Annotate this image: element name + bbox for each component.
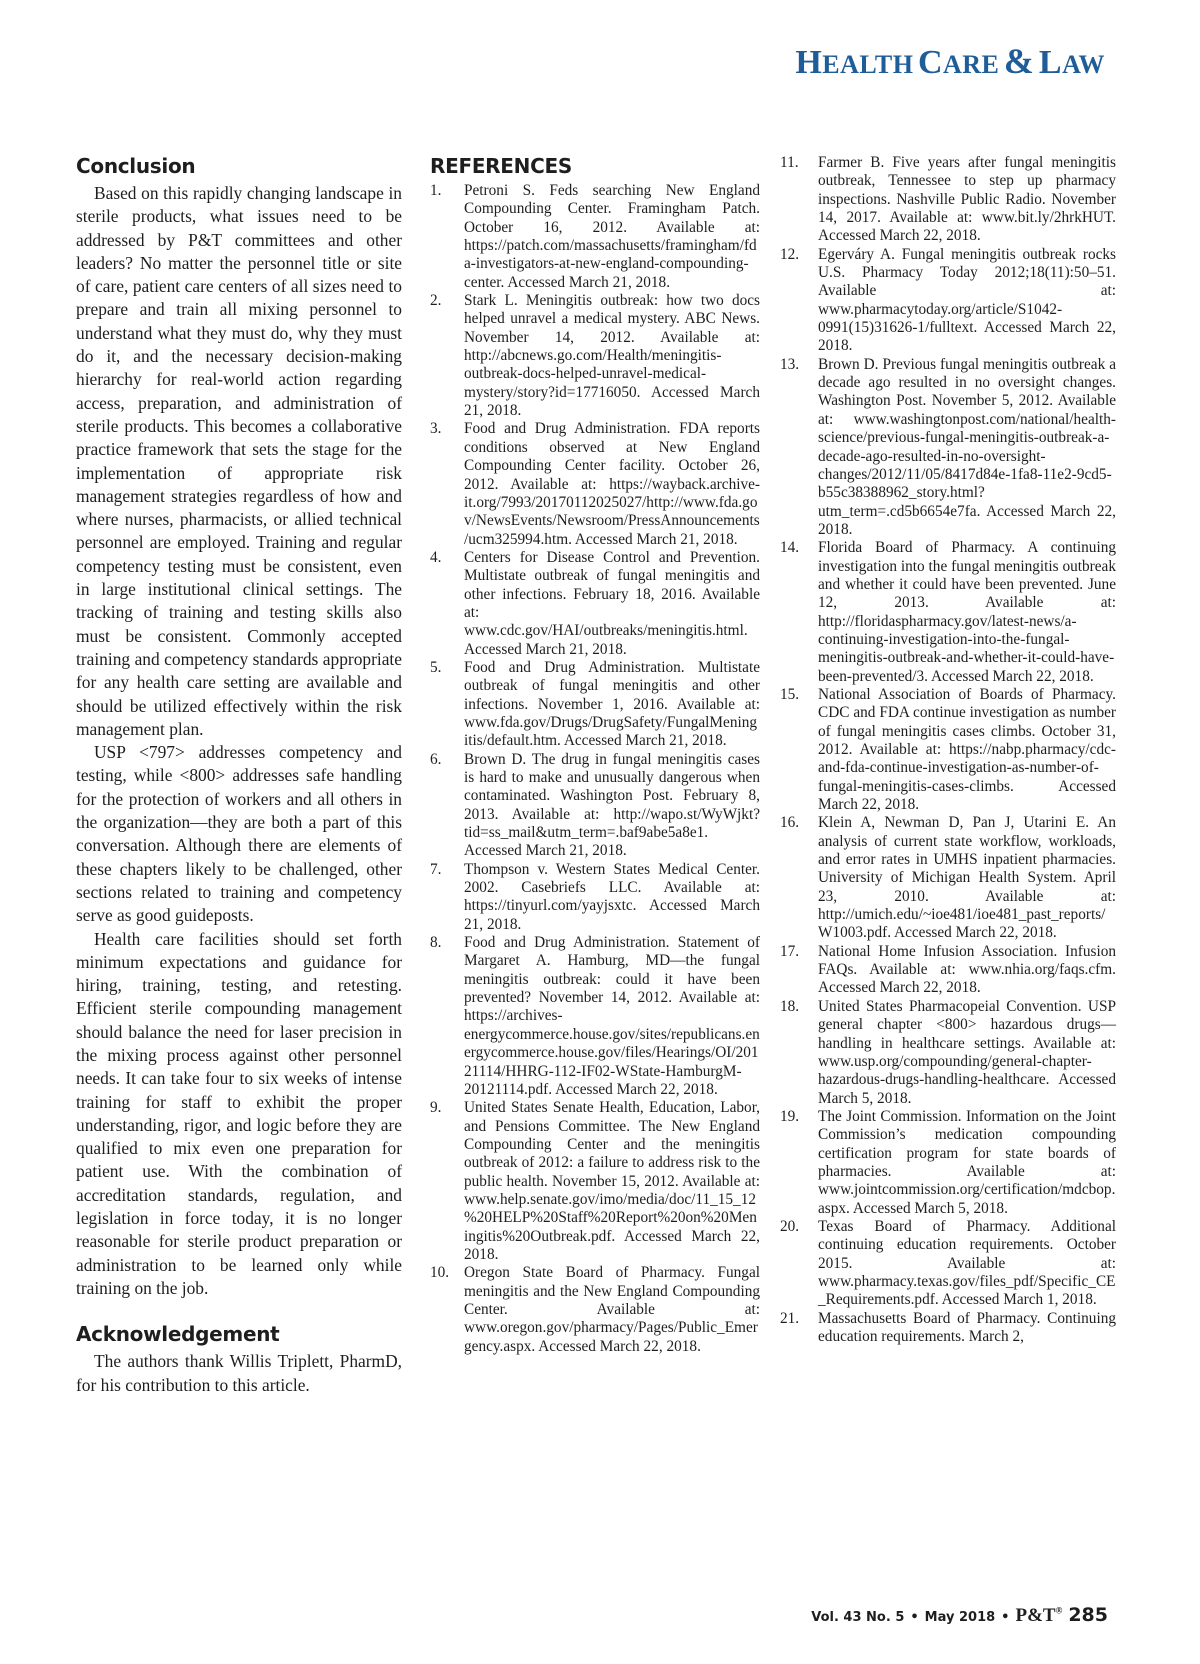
reference-item: 2. Stark L. Meningitis outbreak: how two docs helped unravel a medical mystery. ABC News. November 14, 2012. Available at: http://abcnews.go.com/Health/meningitis-outbreak-docs-helped-unravel-medical-mystery/story?id=17716050. Accessed March 21, 2018. (430, 292, 760, 420)
journal-brand: P&T® (1015, 1605, 1063, 1626)
reference-text: Oregon State Board of Pharmacy. Fungal meningitis and the New England Compounding Center. Available at: www.oregon.gov/pharmacy/Pages/Public_Emergency.aspx. Accessed March 22, 2018. (464, 1264, 760, 1355)
reference-text: Egerváry A. Fungal meningitis outbreak rocks U.S. Pharmacy Today 2012;18(11):50–51. Available at: www.pharmacytoday.org/article/S1042-0991(15)31626-1/fulltext. Accessed March 22, 2018. (818, 245, 1116, 355)
section-label-part: ARE (943, 50, 1000, 79)
page-number: 285 (1068, 1604, 1108, 1626)
issue-info: Vol. 43 No. 5 (811, 1610, 905, 1625)
reference-text: Farmer B. Five years after fungal meningitis outbreak, Tennessee to step up pharmacy inspections. Nashville Public Radio. November 14, 2017. Available at: www.bit.ly/2hrkHUT. Accessed March 22, 2018. (818, 154, 1116, 245)
reference-item: 21. Massachusetts Board of Pharmacy. Continuing education requirements. March 2, (780, 1309, 1116, 1345)
reference-item: 1. Petroni S. Feds searching New England Compounding Center. Framingham Patch. October 16, 2012. Available at: https://patch.com/massachusetts/framingham/fda-investigators-at-new-england-compounding-center. Accessed March 21, 2018. (430, 182, 760, 291)
reference-text: Florida Board of Pharmacy. A continuing investigation into the fungal meningitis outbreak and whether it could have been prevented. June 12, 2013. Available at: http://floridaspharmacy.gov/latest-news/a-continuing-investigation-into-the-fungal-meningitis-outbreak-and-whether-it-could-have-been-prevented/3. Accessed March 22, 2018. (818, 539, 1116, 685)
reference-item: 5. Food and Drug Administration. Multistate outbreak of fungal meningitis and other infections. November 1, 2016. Available at: www.fda.gov/Drugs/DrugSafety/FungalMeningitis/default.htm. Accessed March 21, 2018. (430, 658, 760, 750)
reference-item: 8. Food and Drug Administration. Statement of Margaret A. Hamburg, MD—the fungal meningitis outbreak: could it have been prevented? November 14, 2012. Available at: https://archives-energycommerce.house.gov/sites/republicans.energycommerce.house.gov/files/Hearings/OI/20121114/HHRG-112-IF02-WState-HamburgM-20121114.pdf. Accessed March 22, 2018. (430, 934, 760, 1098)
column-references-1 (430, 154, 760, 1356)
section-label-part: EALTH (822, 50, 914, 79)
reference-text: Brown D. The drug in fungal meningitis cases is hard to make and unusually dangerous when contaminated. Washington Post. February 8, 2013. Available at: http://wapo.st/WyWjkt?tid=ss_mail&utm_term=.baf9abe5a8e1. Accessed March 21, 2018. (464, 750, 760, 860)
section-label (795, 40, 1105, 82)
reference-item: 7. Thompson v. Western States Medical Center. 2002. Casebriefs LLC. Available at: https://tinyurl.com/yayjsxtc. Accessed March 21, 2018. (430, 860, 760, 933)
section-label-letter: C (917, 44, 943, 81)
reference-item: 10. Oregon State Board of Pharmacy. Fungal meningitis and the New England Compounding Center. Available at: www.oregon.gov/pharmacy/Pages/Public_Emergency.aspx. Accessed March 22, 2018. (430, 1264, 760, 1355)
conclusion-paragraph: Based on this rapidly changing landscape in sterile products, what issues need to be addressed by P&T committees and other leaders? No matter the personnel title or site of care, patient care centers of all sizes need to prepare and train all mixing personnel to understand what they must do, why they must do it, and the necessary decision-making hierarchy for real-world action regarding access, preparation, and administration of sterile products. This becomes a collaborative practice framework that sets the stage for the implementation of appropriate risk management strategies regardless of how and where nurses, pharmacists, or allied technical personnel are employed. Training and regular competency testing must be consistent, even in large institutional clinical settings. The tracking of training and testing skills also must be consistent. Commonly accepted training and competency standards appropriate for any health care setting are available and should be utilized effectively within the risk management plan. (76, 183, 402, 739)
reference-item: 6. Brown D. The drug in fungal meningitis cases is hard to make and unusually dangerous when contaminated. Washington Post. February 8, 2013. Available at: http://wapo.st/WyWjkt?tid=ss_mail&utm_term=.baf9abe5a8e1. Accessed March 21, 2018. (430, 750, 760, 860)
reference-item: 11. Farmer B. Five years after fungal meningitis outbreak, Tennessee to step up pharmacy inspections. Nashville Public Radio. November 14, 2017. Available at: www.bit.ly/2hrkHUT. Accessed March 22, 2018. (780, 154, 1116, 245)
reference-item: 4. Centers for Disease Control and Prevention. Multistate outbreak of fungal meningitis and other infections. February 18, 2016. Available at: www.cdc.gov/HAI/outbreaks/meningitis.html. Accessed March 21, 2018. (430, 548, 760, 658)
reference-text: National Home Infusion Association. Infusion FAQs. Available at: www.nhia.org/faqs.cfm. Accessed March 22, 2018. (818, 942, 1116, 997)
reference-text: Stark L. Meningitis outbreak: how two docs helped unravel a medical mystery. ABC News. November 14, 2012. Available at: http://abcnews.go.com/Health/meningitis-outbreak-docs-helped-unravel-medical-mystery/story?id=17716050. Accessed March 21, 2018. (464, 292, 760, 420)
footer-separator: • (1001, 1610, 1010, 1625)
acknowledgement-heading: Acknowledgement (76, 1322, 280, 1347)
reference-text: Klein A, Newman D, Pan J, Utarini E. An analysis of current state workflow, workloads, and error rates in UMHS inpatient pharmacies. University of Michigan Health System. April 23, 2010. Available at: http://umich.edu/~ioe481/ioe481_past_reports/W1003.pdf. Accessed March 22, 2018. (818, 814, 1116, 942)
reference-text: Centers for Disease Control and Prevention. Multistate outbreak of fungal meningitis and other infections. February 18, 2016. Available at: www.cdc.gov/HAI/outbreaks/meningitis.html. Accessed March 21, 2018. (464, 548, 760, 658)
section-label-amp: & (1003, 41, 1035, 81)
reference-text: Thompson v. Western States Medical Center. 2002. Casebriefs LLC. Available at: https://tinyurl.com/yayjsxtc. Accessed March 21, 2018. (464, 860, 760, 933)
reference-item: 19. The Joint Commission. Information on the Joint Commission’s medication compounding certification program for state boards of pharmacies. Available at: www.jointcommission.org/certification/mdcbop.aspx. Accessed March 5, 2018. (780, 1107, 1116, 1217)
reference-item: 20. Texas Board of Pharmacy. Additional continuing education requirements. October 2015. Available at: www.pharmacy.texas.gov/files_pdf/Specific_CE_Requirements.pdf. Accessed March 1, 2018. (780, 1217, 1116, 1309)
footer-separator: • (910, 1610, 919, 1625)
column-conclusion (76, 154, 402, 1397)
reference-item: 14. Florida Board of Pharmacy. A continuing investigation into the fungal meningitis outbreak and whether it could have been prevented. June 12, 2013. Available at: http://floridaspharmacy.gov/latest-news/a-continuing-investigation-into-the-fungal-meningitis-outbreak-and-whether-it-could-have-been-prevented/3. Accessed March 22, 2018. (780, 539, 1116, 685)
reference-text: Petroni S. Feds searching New England Compounding Center. Framingham Patch. October 16, 2012. Available at: https://patch.com/massachusetts/framingham/fda-investigators-at-new-england-compounding-center. Accessed March 21, 2018. (464, 182, 760, 291)
reference-text: United States Senate Health, Education, Labor, and Pensions Committee. The New England Compounding Center and the meningitis outbreak of 2012: a failure to address risk to the public health. November 15, 2012. Available at: www.help.senate.gov/imo/media/doc/11_15_12%20HELP%20Staff%20Report%20on%20Meningitis%20Outbreak.pdf. Accessed March 22, 2018. (464, 1099, 760, 1263)
reference-item: 16. Klein A, Newman D, Pan J, Utarini E. An analysis of current state workflow, workloads, and error rates in UMHS inpatient pharmacies. University of Michigan Health System. April 23, 2010. Available at: http://umich.edu/~ioe481/ioe481_past_reports/W1003.pdf. Accessed March 22, 2018. (780, 814, 1116, 942)
reference-item: 15. National Association of Boards of Pharmacy. CDC and FDA continue investigation as number of fungal meningitis cases climbs. October 31, 2012. Available at: https://nabp.pharmacy/cdc-and-fda-continue-investigation-as-number-of-fungal-meningitis-cases-climbs. Accessed March 22, 2018. (780, 685, 1116, 814)
reference-item: 18. United States Pharmacopeial Convention. USP general chapter <800> hazardous drugs—handling in healthcare settings. Available at: www.usp.org/compounding/general-chapter-hazardous-drugs-handling-healthcare. Accessed March 5, 2018. (780, 997, 1116, 1107)
reference-text: Food and Drug Administration. Statement of Margaret A. Hamburg, MD—the fungal meningitis outbreak: could it have been prevented? November 14, 2012. Available at: https://archives-energycommerce.house.gov/sites/republicans.energycommerce.house.gov/files/Hearings/OI/20121114/HHRG-112-IF02-WState-HamburgM-20121114.pdf. Accessed March 22, 2018. (464, 934, 760, 1098)
reference-item: 9. United States Senate Health, Education, Labor, and Pensions Committee. The New England Compounding Center and the meningitis outbreak of 2012: a failure to address risk to the public health. November 15, 2012. Available at: www.help.senate.gov/imo/media/doc/11_15_12%20HELP%20Staff%20Report%20on%20Meningitis%20Outbreak.pdf. Accessed March 22, 2018. (430, 1099, 760, 1263)
reference-text: National Association of Boards of Pharmacy. CDC and FDA continue investigation as number of fungal meningitis cases climbs. October 31, 2012. Available at: https://nabp.pharmacy/cdc-and-fda-continue-investigation-as-number-of-fungal-meningitis-cases-climbs. Accessed March 22, 2018. (818, 685, 1116, 814)
reference-text: Food and Drug Administration. Multistate outbreak of fungal meningitis and other infections. November 1, 2016. Available at: www.fda.gov/Drugs/DrugSafety/FungalMeningitis/default.htm. Accessed March 21, 2018. (464, 658, 760, 750)
references-heading: REFERENCES (430, 154, 572, 178)
column-references-2 (780, 154, 1116, 1346)
reference-list (430, 182, 760, 1356)
section-label-letter: H (795, 44, 823, 81)
reference-text: United States Pharmacopeial Convention. USP general chapter <800> hazardous drugs—handling in healthcare settings. Available at: www.usp.org/compounding/general-chapter-hazardous-drugs-handling-healthcare. Accessed March 5, 2018. (818, 997, 1116, 1107)
reference-text: Texas Board of Pharmacy. Additional continuing education requirements. October 2015. Available at: www.pharmacy.texas.gov/files_pdf/Specific_CE_Requirements.pdf. Accessed March 1, 2018. (818, 1217, 1116, 1309)
page-footer (811, 1604, 1108, 1627)
reference-item: 3. Food and Drug Administration. FDA reports conditions observed at New England Compounding Center facility. October 26, 2012. Available at: https://wayback.archive-it.org/7993/20170112025027/http://www.fda.gov/NewsEvents/Newsroom/PressAnnouncements/ucm325994.htm. Accessed March 21, 2018. (430, 420, 760, 548)
reference-item: 13. Brown D. Previous fungal meningitis outbreak a decade ago resulted in no oversight changes. Washington Post. November 5, 2012. Available at: www.washingtonpost.com/national/health-science/previous-fungal-meningitis-outbreak-a-decade-ago-resulted-in-no-oversight-changes/2012/11/05/8417d84e-1fa8-11e2-9cd5-b55c38388962_story.html?utm_term=.cd5b6654e7fa. Accessed March 22, 2018. (780, 355, 1116, 538)
issue-date: May 2018 (924, 1610, 996, 1625)
acknowledgement-section (76, 1322, 402, 1397)
section-label-letter: L (1038, 44, 1063, 81)
reference-list (780, 154, 1116, 1346)
conclusion-heading: Conclusion (76, 154, 196, 178)
acknowledgement-text: The authors thank Willis Triplett, PharmD, for his contribution to this article. (76, 1351, 402, 1395)
reference-text: The Joint Commission. Information on the Joint Commission’s medication compounding certification program for state boards of pharmacies. Available at: www.jointcommission.org/certification/mdcbop.aspx. Accessed March 5, 2018. (818, 1107, 1116, 1217)
reference-item: 12. Egerváry A. Fungal meningitis outbreak rocks U.S. Pharmacy Today 2012;18(11):50–51. Available at: www.pharmacytoday.org/article/S1042-0991(15)31626-1/fulltext. Accessed March 22, 2018. (780, 245, 1116, 355)
registered-mark: ® (1055, 1605, 1063, 1616)
conclusion-paragraph: USP <797> addresses competency and testing, while <800> addresses safe handling for the protection of workers and all others in the organization—they are both a part of this conversation. Although there are elements of these chapters likely to be challenged, other sections related to training and competency serve as good guideposts. (76, 742, 402, 926)
conclusion-paragraph: Health care facilities should set forth minimum expectations and guidance for hiring, training, testing, and retesting. Efficient sterile compounding management should balance the need for laser precision in the mixing process against other personnel needs. It can take four to six weeks of intense training for staff to exhibit the proper understanding, rigor, and logic before they are qualified to mix even one preparation for patient use. With the combination of accreditation standards, regulation, and legislation in force today, it is no longer reasonable for sterile product preparation or administration to be learned only while training on the job. (76, 928, 402, 1298)
reference-text: Massachusetts Board of Pharmacy. Continuing education requirements. March 2, (818, 1309, 1116, 1345)
reference-item: 17. National Home Infusion Association. Infusion FAQs. Available at: www.nhia.org/faqs.cfm. Accessed March 22, 2018. (780, 942, 1116, 997)
reference-text: Food and Drug Administration. FDA reports conditions observed at New England Compounding Center facility. October 26, 2012. Available at: https://wayback.archive-it.org/7993/20170112025027/http://www.fda.gov/NewsEvents/Newsroom/PressAnnouncements/ucm325994.htm. Accessed March 21, 2018. (464, 420, 760, 548)
reference-text: Brown D. Previous fungal meningitis outbreak a decade ago resulted in no oversight changes. Washington Post. November 5, 2012. Available at: www.washingtonpost.com/national/health-science/previous-fungal-meningitis-outbreak-a-decade-ago-resulted-in-no-oversight-changes/2012/11/05/8417d84e-1fa8-11e2-9cd5-b55c38388962_story.html?utm_term=.cd5b6654e7fa. Accessed March 22, 2018. (818, 355, 1116, 538)
section-label-part: AW (1062, 50, 1105, 79)
